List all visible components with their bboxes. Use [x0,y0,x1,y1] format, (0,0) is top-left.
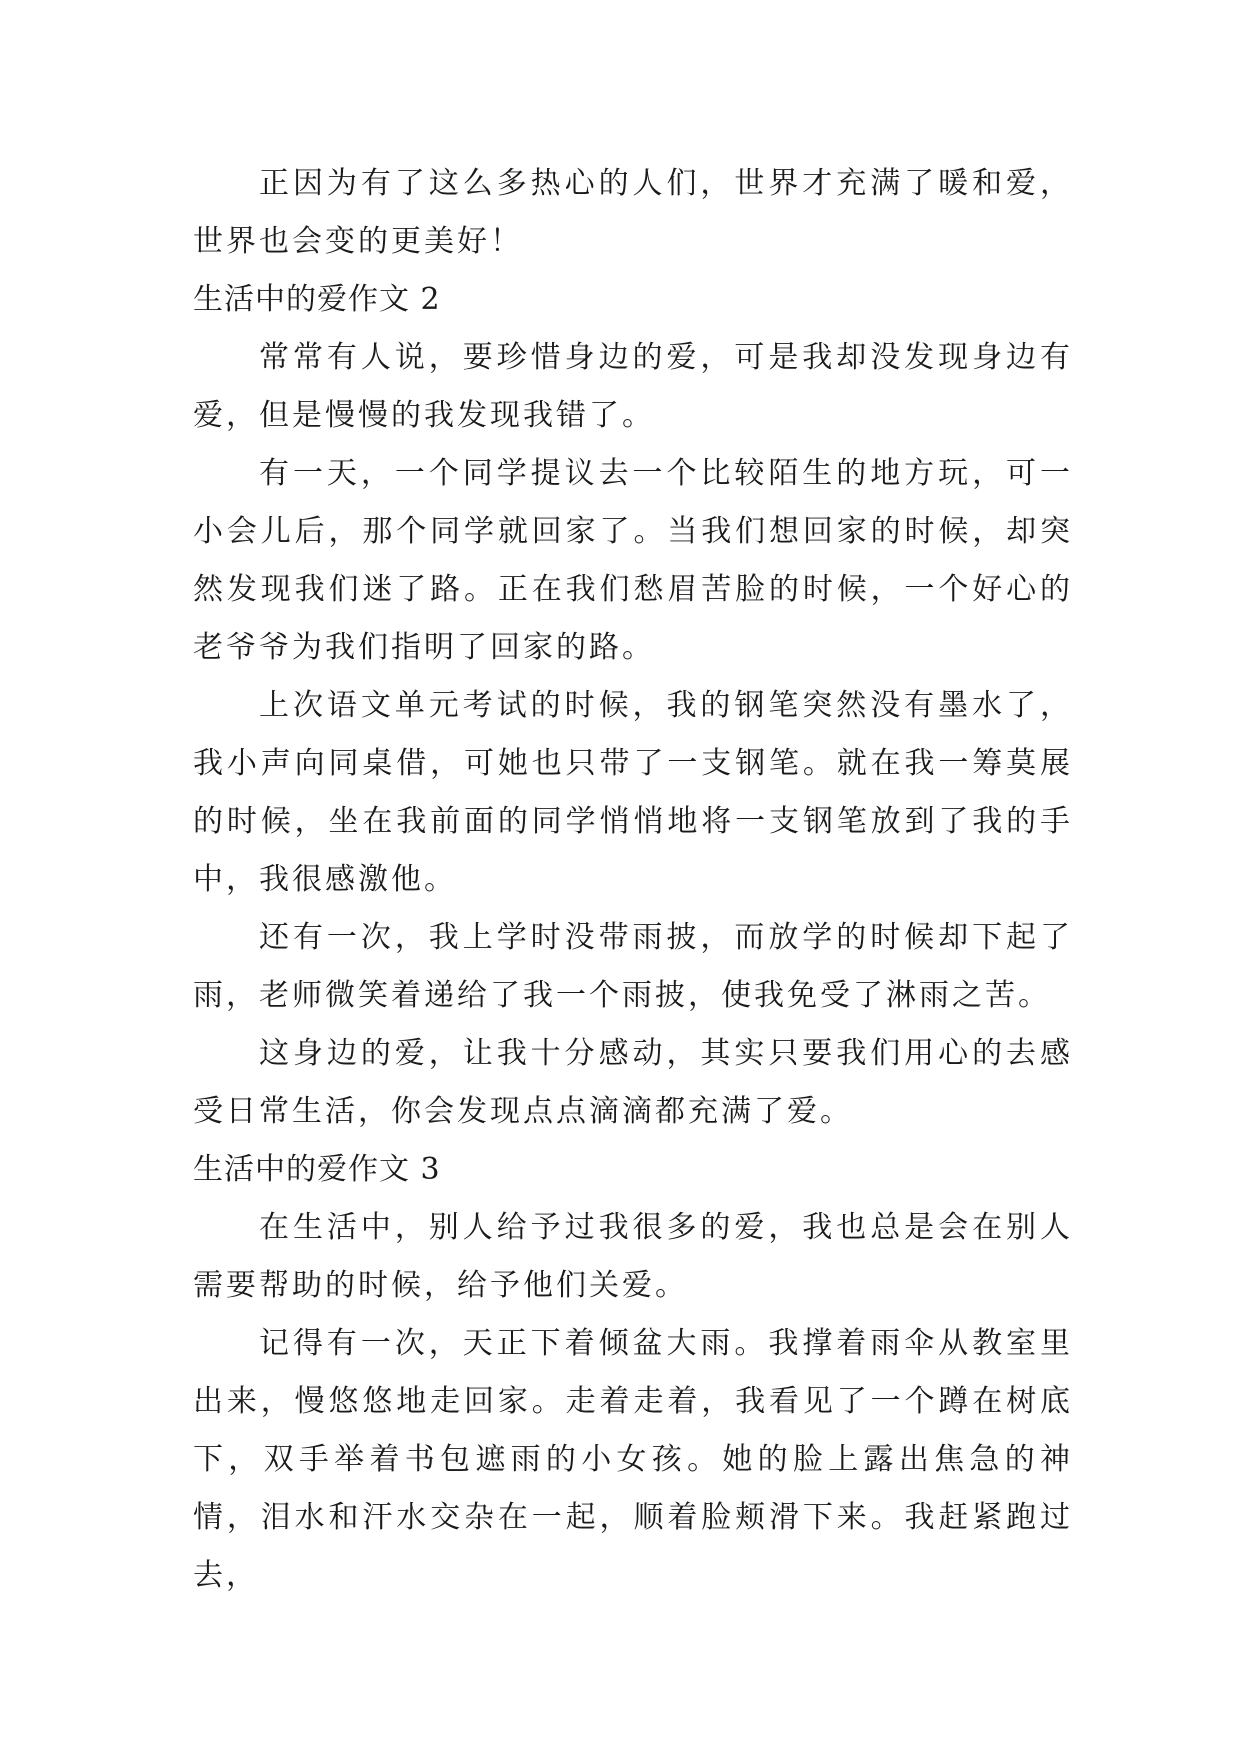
document-body [193,155,1073,1605]
paragraph-essay-2-pen: 上次语文单元考试的时候，我的钢笔突然没有墨水了，我小声向同桌借，可她也只带了一支钢笔。就在我一筹莫展的时候，坐在我前面的同学悄悄地将一支钢笔放到了我的手中，我很感激他。 [193,688,1073,897]
paragraph-essay-2-lost: 有一天，一个同学提议去一个比较陌生的地方玩，可一小会儿后，那个同学就回家了。当我们想回家的时候，却突然发现我们迷了路。正在我们愁眉苦脸的时候，一个好心的老爷爷为我们指明了回家的路。 [193,456,1073,665]
essay-2-title: 生活中的爱作文 2 [193,282,441,317]
paragraph-essay-2-intro: 常常有人说，要珍惜身边的爱，可是我却没发现身边有爱，但是慢慢的我发现我错了。 [193,340,1073,433]
essay-3-title: 生活中的爱作文 3 [193,1152,441,1187]
paragraph-essay-2-conclusion: 这身边的爱，让我十分感动，其实只要我们用心的去感受日常生活，你会发现点点滴滴都充满了爱。 [193,1036,1073,1129]
paragraph-closing-essay-1: 正因为有了这么多热心的人们，世界才充满了暖和爱，世界也会变的更美好！ [193,166,1073,259]
paragraph-essay-2-raincoat: 还有一次，我上学时没带雨披，而放学的时候却下起了雨，老师微笑着递给了我一个雨披，使我免受了淋雨之苦。 [193,920,1073,1013]
paragraph-essay-3-rain: 记得有一次，天正下着倾盆大雨。我撑着雨伞从教室里出来，慢悠悠地走回家。走着走着，我看见了一个蹲在树底下，双手举着书包遮雨的小女孩。她的脸上露出焦急的神情，泪水和汗水交杂在一起，顺着脸颊滑下来。我赶紧跑过去， [193,1326,1073,1593]
paragraph-essay-3-intro: 在生活中，别人给予过我很多的爱，我也总是会在别人需要帮助的时候，给予他们关爱。 [193,1210,1073,1303]
